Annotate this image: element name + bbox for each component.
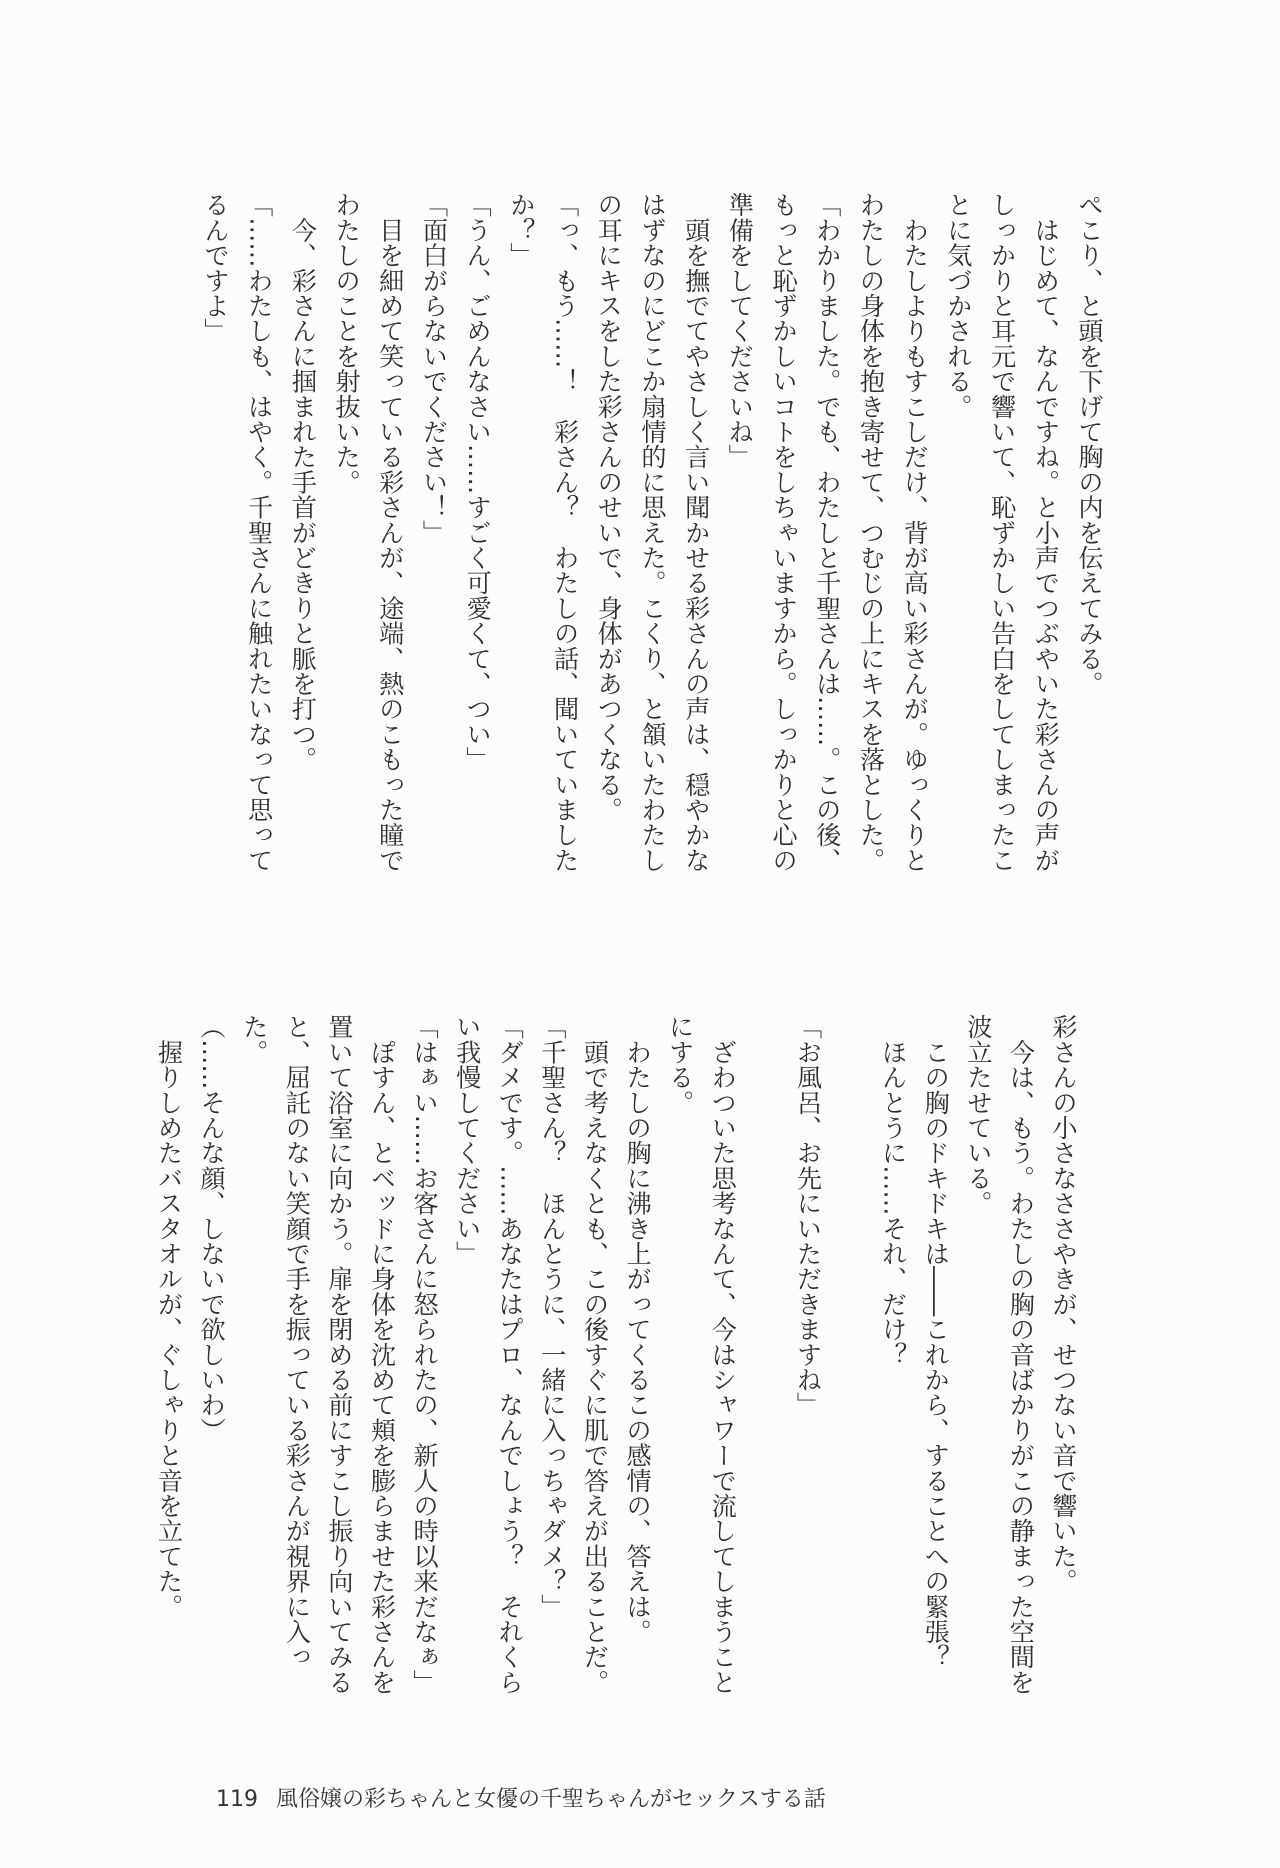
text-block-lower — [147, 1014, 1084, 1714]
text-line: 「千聖さん？ ほんとうに、一緒に入っちゃダメ？」 — [537, 1014, 567, 1619]
text-line: 「わかりました。でも、わたしと千聖さんは……。この後、 — [812, 192, 842, 873]
text-line: 彩さんの小さなささやきが、せつない音で響いた。 — [1049, 1014, 1078, 1594]
text-line: ぽすん、とベッドに身体を沈めて頬を膨らませた彩さんを — [367, 1014, 397, 1695]
text-line: 「お風呂、お先にいただきますね」 — [793, 1014, 823, 1418]
text-line: い我慢してください」 — [452, 1014, 482, 1266]
text-line: 「ダメです。……あなたはプロ、なんでしょう？ それくら — [495, 1014, 525, 1695]
text-line — [828, 1014, 871, 1714]
text-line: と、屈託のない笑顔で手を振っている彩さんが視界に入っ — [282, 1014, 312, 1670]
text-line: 今は、もう。わたしの胸の音ばかりがこの静まった空間を — [1006, 1014, 1036, 1695]
page-number: 119 — [216, 1787, 258, 1812]
text-line: わたしの胸に沸き上がってくるこの感情の、答えは。 — [623, 1014, 653, 1644]
text-line: 準備をしてくださいね」 — [725, 192, 755, 470]
text-line: 握りしめたバスタオルが、ぐしゃりと音を立てた。 — [154, 1014, 184, 1619]
text-line: 「……わたしも、はやく。千聖さんに触れたいなって思って — [244, 192, 274, 873]
text-line: はじめて、なんですね。と小声でつぶやいた彩さんの声が — [1031, 192, 1061, 873]
text-block-upper — [193, 192, 1111, 892]
text-line: わたしのことを射抜いた。 — [332, 192, 362, 495]
book-title: 風俗嬢の彩ちゃんと女優の千聖ちゃんがセックスする話 — [276, 1787, 826, 1812]
text-line: （……そんな顔、しないで欲しいわ） — [197, 1014, 227, 1443]
text-line: か？」 — [506, 192, 536, 268]
text-line: わたしの身体を抱き寄せて、つむじの上にキスを落とした。 — [856, 192, 886, 873]
page-footer — [216, 1782, 826, 1813]
text-line: 波立たせている。 — [963, 1014, 993, 1216]
text-line: ざわついた思考なんて、今はシャワーで流してしまうこと — [708, 1014, 738, 1695]
text-line: るんですよ」 — [200, 192, 230, 344]
text-line: 「はぁい……お客さんに怒られたの、新人の時以来だなぁ」 — [410, 1014, 440, 1695]
text-line: とに気づかされる。 — [943, 192, 973, 419]
text-line: もっと恥ずかしいコトをしちゃいますから。しっかりと心の — [769, 192, 799, 873]
text-line: 目を細めて笑っている彩さんが、途端、熱のこもった瞳で — [375, 192, 405, 873]
text-line: この胸のドキドキは――これから、することへの緊張？ — [921, 1014, 951, 1670]
text-line: にする。 — [665, 1014, 695, 1115]
text-line — [743, 1014, 786, 1714]
text-line: ぺこり、と頭を下げて胸の内を伝えてみる。 — [1075, 192, 1104, 696]
text-line: 頭を撫でてやさしく言い聞かせる彩さんの声は、穏やかな — [681, 192, 711, 873]
text-line: しっかりと耳元で響いて、恥ずかしい告白をしてしまったこ — [987, 192, 1017, 873]
text-line: はずなのにどこか扇情的に思えた。こくり、と頷いたわたし — [637, 192, 667, 873]
text-line: 置いて浴室に向かう。扉を閉める前にすこし振り向いてみる — [324, 1014, 354, 1695]
text-line: わたしよりもすこしだけ、背が高い彩さんが。ゆっくりと — [900, 192, 930, 873]
text-line: 「うん、ごめんなさい……すごく可愛くて、つい」 — [463, 192, 493, 772]
text-line: ほんとうに……それ、だけ？ — [878, 1014, 908, 1367]
text-line: 頭で考えなくとも、この後すぐに肌で答えが出ることだ。 — [580, 1014, 610, 1695]
text-line: 「面白がらないでください！」 — [419, 192, 449, 545]
text-line: 今、彩さんに掴まれた手首がどきりと脈を打つ。 — [288, 192, 318, 772]
text-line: 「っ、もう……！ 彩さん？ わたしの話、聞いていました — [550, 192, 580, 873]
text-line: た。 — [239, 1014, 269, 1065]
text-line: の耳にキスをした彩さんのせいで、身体があつくなる。 — [594, 192, 624, 822]
